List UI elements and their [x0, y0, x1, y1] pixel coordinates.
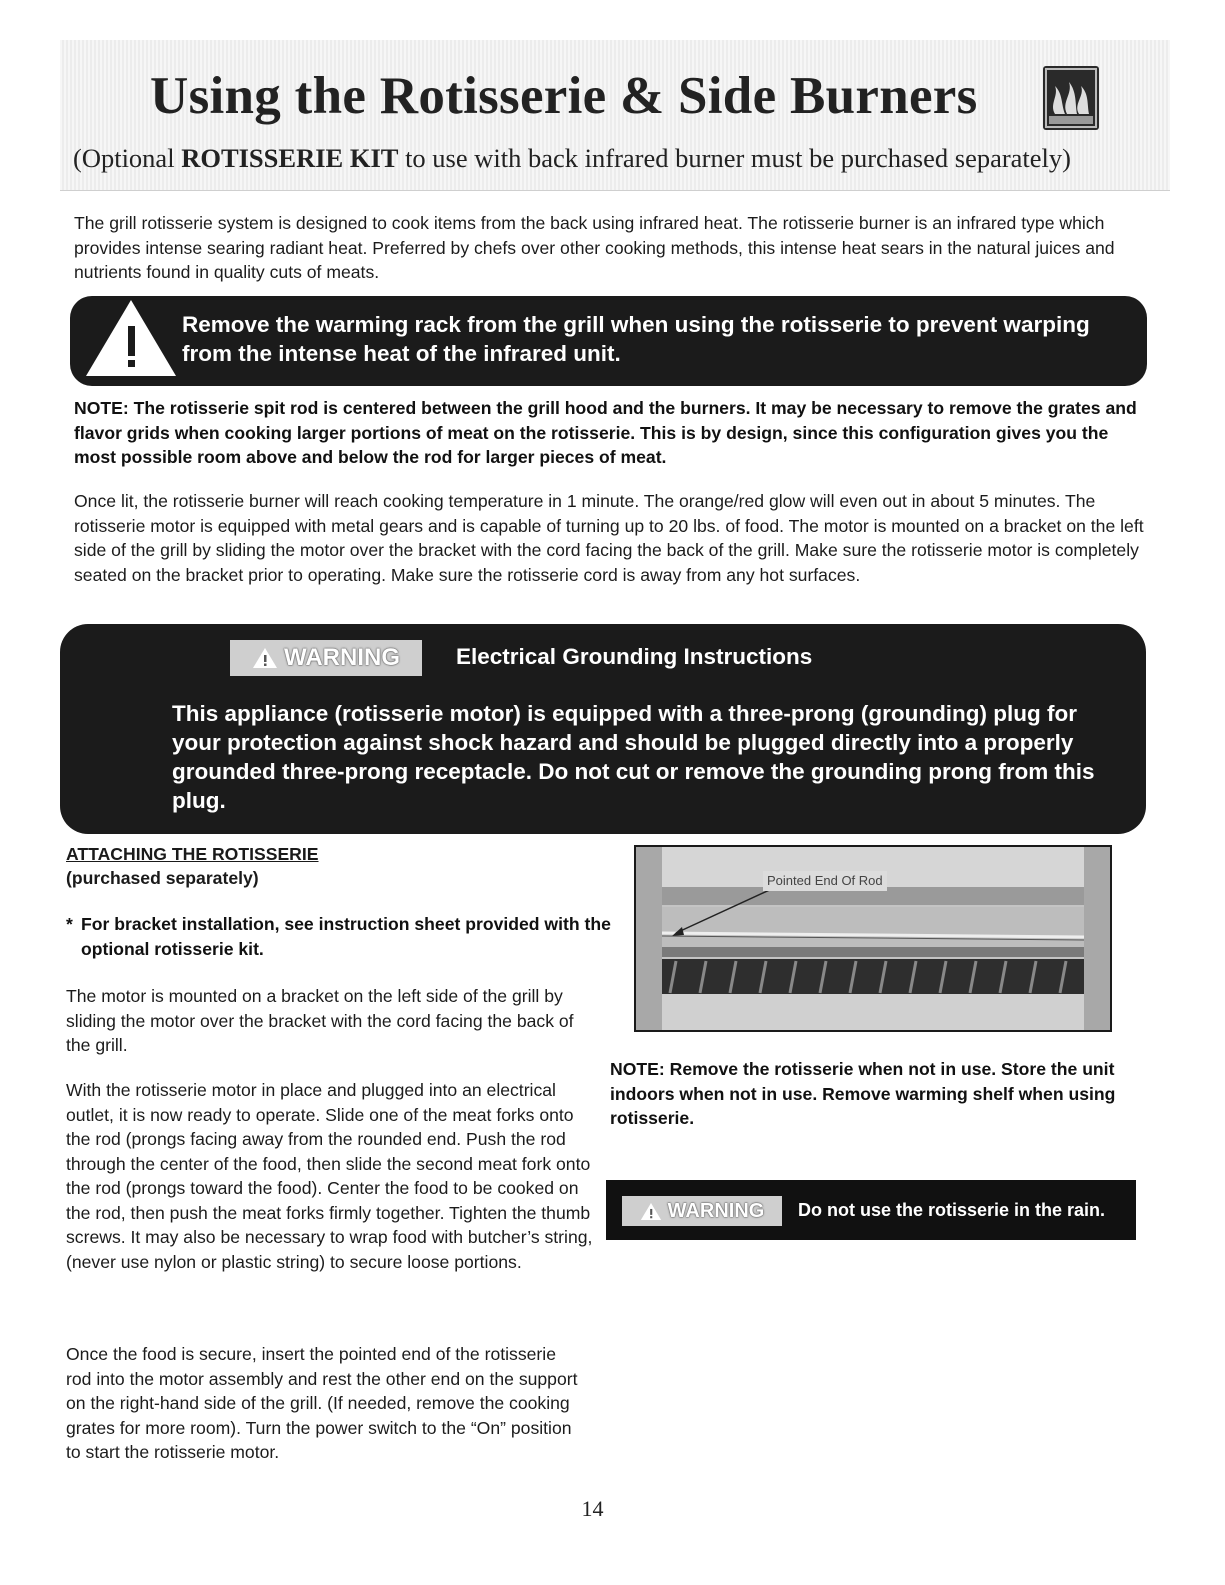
warning-triangle-icon [252, 647, 278, 669]
attach-paragraph-1: The motor is mounted on a bracket on the left side of the grill by sliding the motor over the bracket with the cord facing the back of the grill. [66, 986, 574, 1055]
warning-badge: WARNING [230, 640, 422, 676]
motor-paragraph: Once lit, the rotisserie burner will reach cooking temperature in 1 minute. The orange/red glow will even out in about 5 minutes. The rotisserie motor is equipped with metal gears and is capable of turning up to 20 lbs. of food. The motor is mounted on a bracket on the left side of the grill by sliding the motor over the bracket with the cord facing the back of the grill. Make sure the rotisserie motor is completely seated on the bracket prior to operating. Make sure the rotisserie cord is away from any hot surfaces. [74, 491, 1144, 585]
remove-rotisserie-note: NOTE: Remove the rotisserie when not in use. Store the unit indoors when not in use. Remove warming shelf when using rotisserie. [610, 1059, 1116, 1128]
electrical-heading: Electrical Grounding Instructions [456, 644, 813, 669]
page-subtitle: (Optional ROTISSERIE KIT to use with back infrared burner must be purchased separately) [73, 143, 1071, 173]
warning-badge: WARNING [622, 1196, 782, 1226]
bracket-note: * For bracket installation, see instruction sheet provided with the optional rotisserie kit. [66, 914, 611, 959]
attaching-title: ATTACHING THE ROTISSERIE [66, 844, 319, 864]
photo-label: Pointed End Of Rod [763, 871, 887, 891]
rain-warning-text: Do not use the rotisserie in the rain. [798, 1200, 1106, 1220]
warning-triangle-icon [76, 296, 176, 378]
caution-text: Remove the warming rack from the grill when using the rotisserie to prevent warping from the intense heat of the infrared unit. [182, 312, 1090, 366]
attach-paragraph-3: Once the food is secure, insert the pointed end of the rotisserie rod into the motor assembly and rest the other end on the support on the right-hand side of the grill. (If needed, remove the cooking grates for more room). Turn the power switch to the “On” position to start the rotisserie motor. [66, 1344, 578, 1462]
attach-paragraph-2: With the rotisserie motor in place and plugged into an electrical outlet, it is now ready to operate. Slide one of the meat forks onto the rod (prongs facing away from the rounded end. Push the rod through the center of the food, then slide the second meat fork onto the rod (prongs toward the food). Center the food to be cooked on the rod, then push the meat forks firmly together. Tighten the thumb screws. It may also be necessary to wrap food with butcher’s string, (never use nylon or plastic string) to secure loose portions. [66, 1080, 593, 1272]
page-title: Using the Rotisserie & Side Burners [150, 67, 978, 125]
spit-rod-note: NOTE: The rotisserie spit rod is centered between the grill hood and the burners. It may be necessary to remove the grates and flavor grids when cooking larger portions of meat on the rotisserie. This is by design, since this configuration gives you the most possible room above and below the rod for larger pieces of meat. [74, 398, 1137, 467]
intro-paragraph: The grill rotisserie system is designed to cook items from the back using infrared heat. The rotisserie burner is an infrared type which provides intense searing radiant heat. Preferred by chefs over other cooking methods, this intense heat sears in the natural juices and nutrients found in quality cuts of meats. [74, 213, 1115, 282]
attaching-subtitle: (purchased separately) [66, 868, 259, 888]
warning-triangle-icon [640, 1202, 662, 1221]
page-number: 14 [581, 1496, 604, 1521]
burner-flame-icon [1043, 66, 1099, 130]
electrical-body: This appliance (rotisserie motor) is equipped with a three-prong (grounding) plug for your protection against shock hazard and should be plugged directly into a properly grounded three-prong receptacle. Do not cut or remove the grounding prong from this plug. [172, 701, 1095, 813]
